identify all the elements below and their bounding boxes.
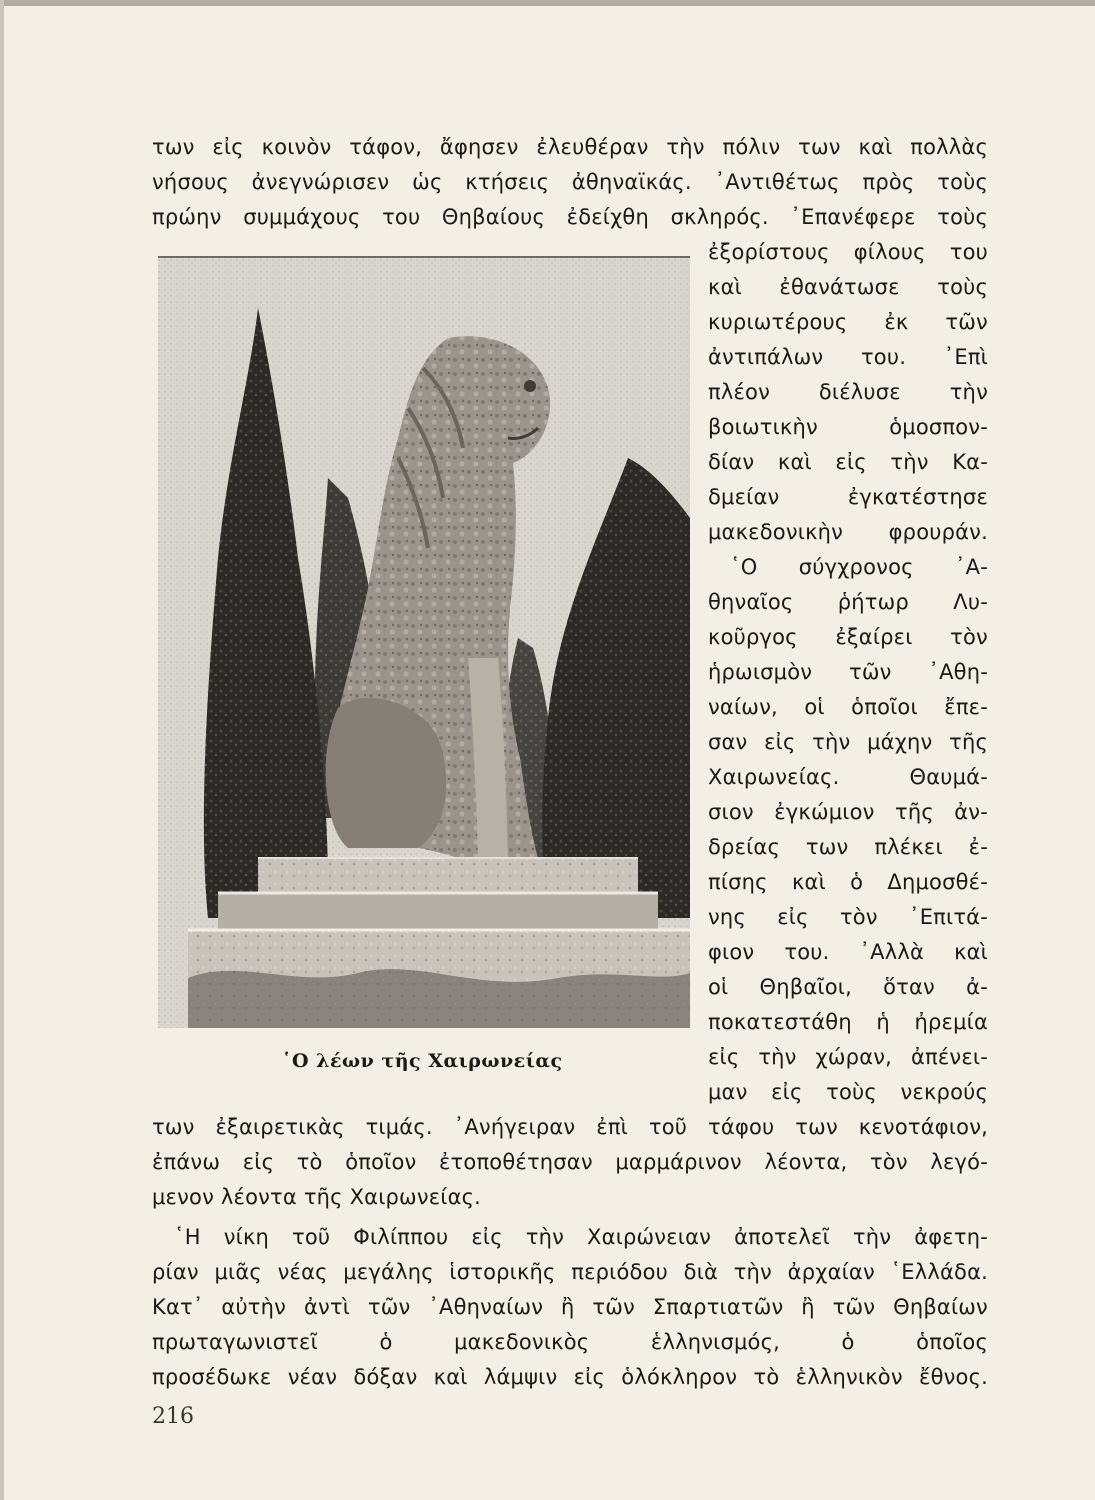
body-text-line: μακεδονικὴν φρουράν. (708, 520, 988, 544)
body-text-line: εἰς τὴν χώραν, ἀπένει- (708, 1045, 988, 1069)
body-text-line: ἐπάνω εἰς τὸ ὁποῖον ἐτοποθέτησαν μαρμάρινον λέοντα, τὸν λεγό- (152, 1150, 988, 1174)
photo-caption: ῾Ο λέων τῆς Χαιρωνείας (282, 1050, 563, 1072)
body-text-line: θηναῖος ῥήτωρ Λυ- (708, 590, 988, 614)
body-text-line: ποκατεστάθη ἡ ἠρεμία (708, 1010, 988, 1034)
body-text-line: οἱ Θηβαῖοι, ὅταν ἀ- (708, 975, 988, 999)
body-text-line: ῾Η νίκη τοῦ Φιλίππου εἰς τὴν Χαιρώνειαν ἀποτελεῖ τὴν ἀφετη- (174, 1225, 988, 1249)
page-number: 216 (152, 1404, 194, 1429)
body-text-line: νήσους ἀνεγνώρισεν ὡς κτήσεις ἀθηναϊκάς. ᾿Αντιθέτως πρὸς τοὺς (152, 170, 988, 194)
page-edge (0, 0, 1095, 6)
body-text-line: ρίαν μιᾶς νέας μεγάλης ἱστορικῆς περιόδου διὰ τὴν ἀρχαίαν ῾Ελλάδα. (152, 1260, 988, 1284)
body-text-line: Κατ᾿ αὐτὴν ἀντὶ τῶν ᾿Αθηναίων ἢ τῶν Σπαρτιατῶν ἢ τῶν Θηβαίων (152, 1295, 988, 1319)
body-text-line: πλέον διέλυσε τὴν (708, 380, 988, 404)
body-text-line: δίαν καὶ εἰς τὴν Κα- (708, 450, 988, 474)
body-text-line: ναίων, οἱ ὁποῖοι ἔπε- (708, 695, 988, 719)
body-text-line: δρείας των πλέκει ἐ- (708, 835, 988, 859)
body-text-line: σιον ἐγκώμιον τῆς ἀν- (708, 800, 988, 824)
body-text-line: πρωταγωνιστεῖ ὁ μακεδονικὸς ἑλληνισμός, ὁ ὁποῖος (152, 1330, 988, 1354)
body-text-line: προσέδωκε νέαν δόξαν καὶ λάμψιν εἰς ὁλόκληρον τὸ ἑλληνικὸν ἔθνος. (152, 1365, 988, 1389)
page-edge-left (0, 0, 4, 1500)
body-text-line: νης εἰς τὸν ᾿Επιτά- (708, 905, 988, 929)
lion-of-chaeronea-photo (158, 256, 690, 1028)
body-text-line: ἡρωισμὸν τῶν ᾿Αθη- (708, 660, 988, 684)
body-text-line: ἀντιπάλων του. ᾿Επὶ (708, 345, 988, 369)
body-text-line: Χαιρωνείας. Θαυμά- (708, 765, 988, 789)
body-text-line: δμείαν ἐγκατέστησε (708, 485, 988, 509)
body-text-line: πίσης καὶ ὁ Δημοσθέ- (708, 870, 988, 894)
body-text-line: φιον του. ᾿Αλλὰ καὶ (708, 940, 988, 964)
body-text-line: μενον λέοντα τῆς Χαιρωνείας. (152, 1185, 482, 1209)
body-text-line: μαν εἰς τοὺς νεκρούς (708, 1080, 988, 1104)
body-text-line: σαν εἰς τὴν μάχην τῆς (708, 730, 988, 754)
body-text-line: κυριωτέρους ἐκ τῶν (708, 310, 988, 334)
body-text-line: βοιωτικὴν ὁμοσπον- (708, 415, 988, 439)
body-text-line: των εἰς κοινὸν τάφον, ἄφησεν ἐλευθέραν τὴν πόλιν των καὶ πολλὰς (152, 135, 988, 159)
body-text-line: κοῦργος ἐξαίρει τὸν (708, 625, 988, 649)
body-text-line: πρώην συμμάχους του Θηβαίους ἐδείχθη σκληρός. ᾿Επανέφερε τοὺς (152, 205, 988, 229)
body-text-line: των ἐξαιρετικὰς τιμάς. ᾿Ανήγειραν ἐπὶ τοῦ τάφου των κενοτάφιον, (152, 1115, 988, 1139)
body-text-line: ἐξορίστους φίλους του (708, 240, 988, 264)
body-text-line: καὶ ἐθανάτωσε τοὺς (708, 275, 988, 299)
body-text-line: ῾Ο σύγχρονος ᾿Α- (730, 555, 988, 579)
